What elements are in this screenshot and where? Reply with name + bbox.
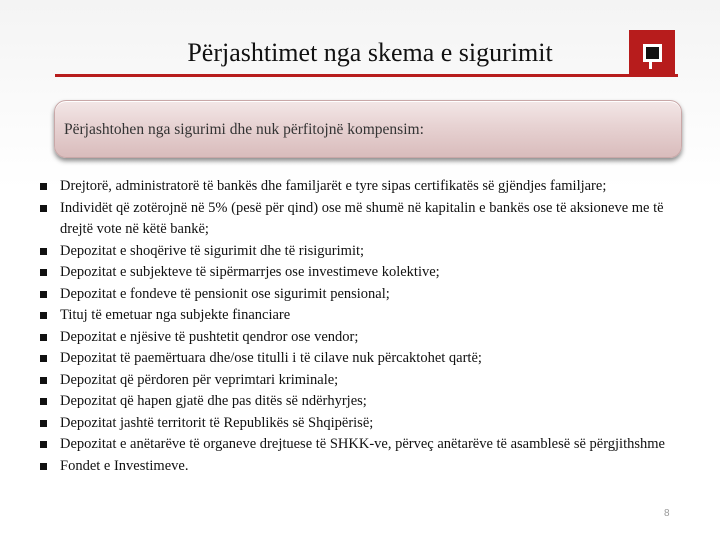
list-item <box>40 391 680 413</box>
list-item <box>40 434 680 456</box>
page-number: 8 <box>664 508 670 519</box>
square-bullet-icon <box>40 312 47 319</box>
list-item <box>40 176 680 198</box>
square-bullet-icon <box>40 398 47 405</box>
list-item-text: Depozitat e subjekteve të sipërmarrjes ose investimeve kolektive; <box>60 264 440 280</box>
list-item <box>40 305 680 327</box>
exclusion-list <box>40 176 680 477</box>
list-item-text: Depozitat jashtë territorit të Republikës së Shqipërisë; <box>60 414 374 431</box>
logo-stem <box>649 62 652 69</box>
logo-icon <box>629 30 675 74</box>
list-item <box>40 284 680 306</box>
list-item-text: Depozitat të paemërtuara dhe/ose titulli i të cilave nuk përcaktohet qartë; <box>60 350 482 366</box>
list-item-text: Fondet e Investimeve. <box>60 457 189 474</box>
list-item-text: Tituj të emetuar nga subjekte financiare <box>60 307 291 323</box>
square-bullet-icon <box>40 463 47 470</box>
list-item-text: Depozitat që përdoren për veprimtari kriminale; <box>60 371 339 388</box>
list-item-text: Individët që zotërojnë në 5% (pesë për qind) ose më shumë në kapitalin e bankës ose të aksioneve me të drejtë vote në këtë bankë; <box>60 199 664 237</box>
list-item <box>40 456 680 478</box>
list-item <box>40 348 680 370</box>
square-bullet-icon <box>40 183 47 190</box>
list-item <box>40 327 680 349</box>
square-bullet-icon <box>40 205 47 212</box>
list-item-text: Drejtorë, administratorë të bankës dhe familjarët e tyre sipas certifikatës së gjëndjes familjare; <box>60 178 607 194</box>
list-item <box>40 241 680 263</box>
list-item <box>40 262 680 284</box>
list-item-text: Depozitat e anëtarëve të organeve drejtuese të SHKK-ve, përveç anëtarëve të asamblesë së përgjithshme <box>60 436 665 452</box>
square-bullet-icon <box>40 269 47 276</box>
list-item-text: Depozitat që hapen gjatë dhe pas ditës së ndërhyrjes; <box>60 393 367 409</box>
square-bullet-icon <box>40 441 47 448</box>
square-bullet-icon <box>40 377 47 384</box>
square-bullet-icon <box>40 291 47 298</box>
square-bullet-icon <box>40 420 47 427</box>
banner-text: Përjashtohen nga sigurimi dhe nuk përfitojnë kompensim: <box>64 121 424 138</box>
title-underline <box>55 74 678 77</box>
list-item-text: Depozitat e fondeve të pensionit ose sigurimit pensional; <box>60 285 390 302</box>
list-item-text: Depozitat e njësive të pushtetit qendror ose vendor; <box>60 328 359 345</box>
slide-title: Përjashtimet nga skema e sigurimit <box>187 38 553 67</box>
square-bullet-icon <box>40 248 47 255</box>
logo-square <box>643 44 662 62</box>
list-item <box>40 413 680 435</box>
list-item <box>40 198 680 241</box>
list-item <box>40 370 680 392</box>
list-item-text: Depozitat e shoqërive të sigurimit dhe të risigurimit; <box>60 242 365 259</box>
square-bullet-icon <box>40 334 47 341</box>
square-bullet-icon <box>40 355 47 362</box>
banner-box <box>54 100 682 158</box>
